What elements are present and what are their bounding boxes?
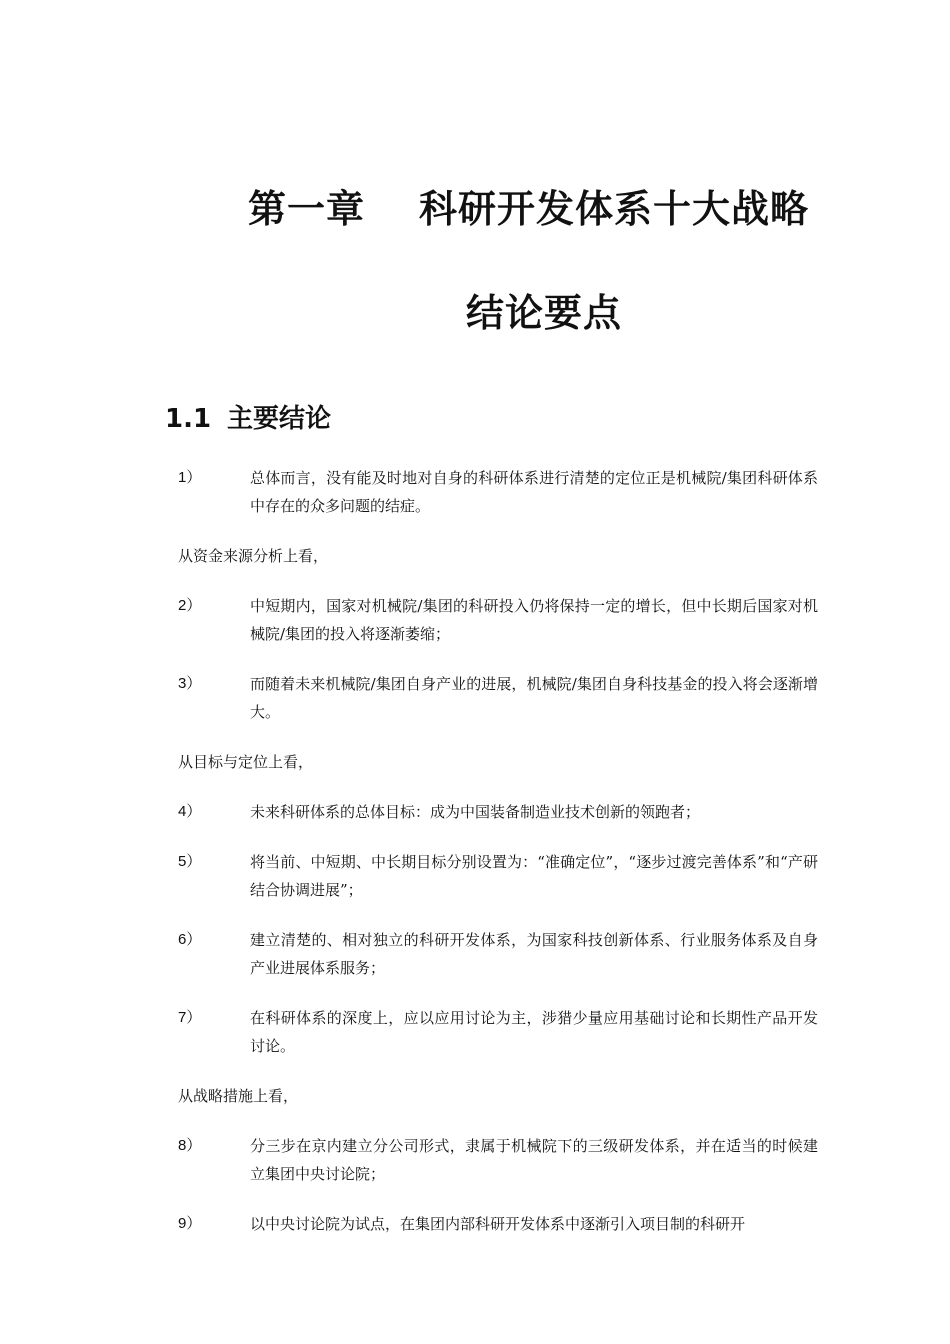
list-item-text: 建立清楚的、相对独立的科研开发体系，为国家科技创新体系、行业服务体系及自身产业进展体系服务； xyxy=(250,931,818,977)
list-item-text: 将当前、中短期、中长期目标分别设置为：“准确定位”，“逐步过渡完善体系”和“产研结合协调进展”； xyxy=(250,853,818,899)
list-marker: 4） xyxy=(178,803,202,820)
section-number: 1.1 xyxy=(165,404,212,434)
list-marker: 2） xyxy=(178,597,202,614)
list-marker: 1） xyxy=(178,469,202,486)
list-marker: 5） xyxy=(178,853,202,870)
list-item-text: 而随着未来机械院/集团自身产业的进展，机械院/集团自身科技基金的投入将会逐渐增大。 xyxy=(250,675,818,721)
list-item xyxy=(178,1132,818,1188)
list-marker: 7） xyxy=(178,1009,202,1026)
list-item xyxy=(178,464,818,520)
list-item xyxy=(178,848,818,904)
lead-paragraph: 从目标与定位上看， xyxy=(178,753,314,771)
list-item xyxy=(178,592,818,648)
list-marker: 9） xyxy=(178,1215,202,1232)
list-item xyxy=(178,1004,818,1060)
list-item xyxy=(178,926,818,982)
chapter-title xyxy=(248,178,809,233)
chapter-title-line2: 结论要点 xyxy=(466,291,623,335)
list-item xyxy=(178,1210,818,1238)
list-item-text: 分三步在京内建立分公司形式，隶属于机械院下的三级研发体系，并在适当的时候建立集团中央讨论院； xyxy=(250,1137,818,1183)
content-body xyxy=(0,464,950,1238)
list-item xyxy=(178,798,818,826)
lead-paragraph: 从战略措施上看， xyxy=(178,1087,299,1105)
list-item-text: 未来科研体系的总体目标：成为中国装备制造业技术创新的领跑者； xyxy=(250,803,701,821)
chapter-title-line1: 科研开发体系十大战略 xyxy=(419,187,810,231)
section-heading xyxy=(165,398,331,435)
section-title: 主要结论 xyxy=(227,404,332,434)
list-marker: 8） xyxy=(178,1137,202,1154)
list-marker: 3） xyxy=(178,675,202,692)
list-item-text: 在科研体系的深度上，应以应用讨论为主，涉猎少量应用基础讨论和长期性产品开发讨论。 xyxy=(250,1009,818,1055)
list-marker: 6） xyxy=(178,931,202,948)
list-item-text: 中短期内，国家对机械院/集团的科研投入仍将保持一定的增长，但中长期后国家对机械院/集团的投入将逐渐萎缩； xyxy=(250,597,818,643)
lead-paragraph: 从资金来源分析上看， xyxy=(178,547,329,565)
list-item-text: 以中央讨论院为试点，在集团内部科研开发体系中逐渐引入项目制的科研开 xyxy=(250,1215,746,1233)
list-item xyxy=(178,670,818,726)
list-item-text: 总体而言，没有能及时地对自身的科研体系进行清楚的定位正是机械院/集团科研体系中存在的众多问题的结症。 xyxy=(250,469,818,515)
chapter-label: 第一章 xyxy=(248,187,366,231)
